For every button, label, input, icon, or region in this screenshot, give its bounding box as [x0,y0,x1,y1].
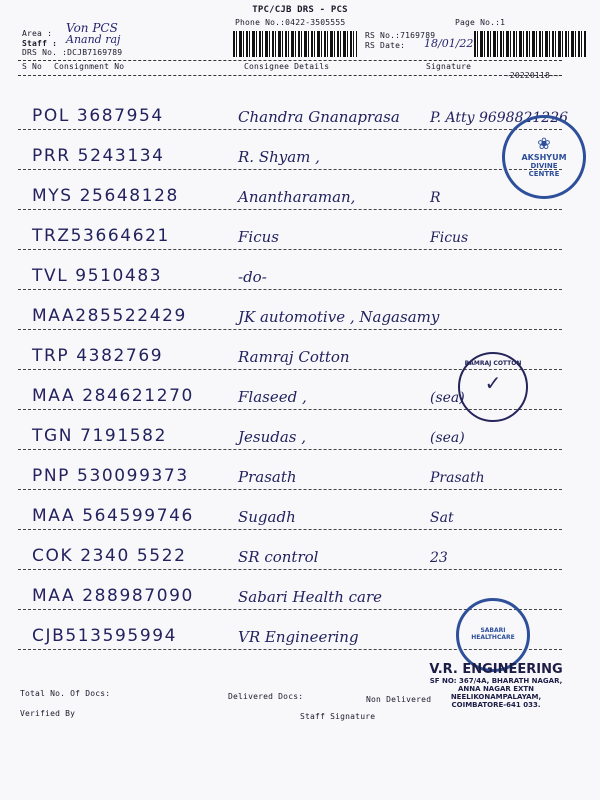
consignment-number: TGN 7191582 [32,426,167,446]
phone-number: Phone No.:0422-3505555 [235,18,346,27]
signature: 23 [430,550,448,566]
row-divider [18,489,562,490]
consignment-number: TRP 4382769 [32,346,164,366]
page-number: Page No.:1 [455,18,506,27]
row-divider [18,249,562,250]
signature: (sea) [430,430,465,446]
signature: R [430,190,441,206]
drs-number: DRS No. :DCJB7169789 [22,48,123,57]
consignee-name: JK automotive , Nagasamy [238,308,440,326]
consignment-number: PNP 530099373 [32,466,189,486]
list-item [0,494,600,534]
consignment-number: TRZ53664621 [32,226,170,246]
stamp-text-1: AKSHYUM [521,153,567,162]
staff-value: Anand raj [66,33,121,46]
consignee-name: -do- [238,268,267,286]
staff-signature-label: Staff Signature [300,712,376,721]
signature: P. Atty 9698821226 [430,110,569,126]
consignment-number: MAA285522429 [32,306,187,326]
header-divider-top [18,60,562,61]
area-label: Area : [22,29,53,38]
consignee-name: Jesudas , [238,428,307,446]
consignee-name: Sabari Health care [238,588,383,606]
row-divider [18,569,562,570]
col-consignment: Consignment No [54,62,125,71]
header-divider-bottom [18,75,562,76]
list-item [0,294,600,334]
sheet-title: TPC/CJB DRS - PCS [252,5,348,15]
checkmark-icon: ✓ [484,371,502,395]
consignment-number: MYS 25648128 [32,186,179,206]
consignment-number: COK 2340 5522 [32,546,187,566]
signature: (sea) [430,390,465,406]
consignee-name: SR control [238,548,319,566]
delivered-docs-label: Delivered Docs: [228,692,304,701]
col-consignee: Consignee Details [244,62,330,71]
total-docs-label: Total No. Of Docs: [20,689,111,698]
verified-by-label: Verified By [20,709,76,718]
consignment-number: MAA 284621270 [32,386,194,406]
list-item [0,254,600,294]
vr-address-2: ANNA NAGAR EXTN [457,685,535,693]
rs-date-value: 18/01/22 [424,37,474,50]
rs-number: RS No.:7169789 [365,31,436,40]
col-signature: Signature [426,62,472,71]
consignee-name: Prasath [238,468,297,486]
consignee-name: Anantharaman, [238,188,356,206]
ramraj-stamp-text: RAMRAJ COTTON [464,360,522,367]
signature: Prasath [430,470,485,486]
signature: Ficus [430,230,469,246]
stamp-text-2: DIVINE [530,162,558,170]
row-divider [18,329,562,330]
consignee-name: Ramraj Cotton [238,348,350,366]
stamp-text-3: CENTRE [528,170,560,178]
consignment-number: MAA 288987090 [32,586,194,606]
list-item [0,454,600,494]
row-divider [18,289,562,290]
non-delivered-label: Non Delivered [366,695,432,704]
row-divider [18,129,562,130]
lotus-icon: ❀ [537,134,551,153]
consignment-number: CJB513595994 [32,626,178,646]
consignment-number: TVL 9510483 [32,266,163,286]
consignee-name: Chandra Gnanaprasa [238,108,400,126]
consignee-name: R. Shyam , [238,148,320,166]
row-divider [18,529,562,530]
staff-label: Staff : [22,39,58,48]
vr-address-1: SF NO: 367/4A, BHARATH NAGAR, [429,677,563,685]
list-item [0,94,600,134]
drs-barcode [233,31,357,57]
print-date: -20220118-- [504,71,560,80]
signature: Sat [430,510,454,526]
row-divider [18,449,562,450]
consignee-name: VR Engineering [238,628,359,646]
consignment-number: POL 3687954 [32,106,164,126]
ramraj-stamp [458,352,528,422]
consignee-name: Flaseed , [238,388,307,406]
sabari-stamp-text: SABARI HEALTHCARE [471,627,515,641]
akshyum-stamp [502,115,586,199]
vr-engineering-stamp [406,662,586,709]
col-sno: S No [22,62,43,71]
area-value: Von PCS [66,21,118,35]
consignment-number: MAA 564599746 [32,506,194,526]
vr-address-3: NEELIKONAMPALAYAM, [450,693,542,701]
rs-date-label: RS Date: [365,41,406,50]
vr-name: V.R. ENGINEERING [429,662,563,677]
consignee-name: Sugadh [238,508,296,526]
row-divider [18,169,562,170]
list-item [0,414,600,454]
sabari-stamp [456,598,530,672]
rs-barcode [474,31,586,57]
list-item [0,214,600,254]
consignment-number: PRR 5243134 [32,146,165,166]
vr-address-4: COIMBATORE-641 033. [451,701,541,709]
row-divider [18,209,562,210]
consignee-name: Ficus [238,228,279,246]
list-item [0,534,600,574]
